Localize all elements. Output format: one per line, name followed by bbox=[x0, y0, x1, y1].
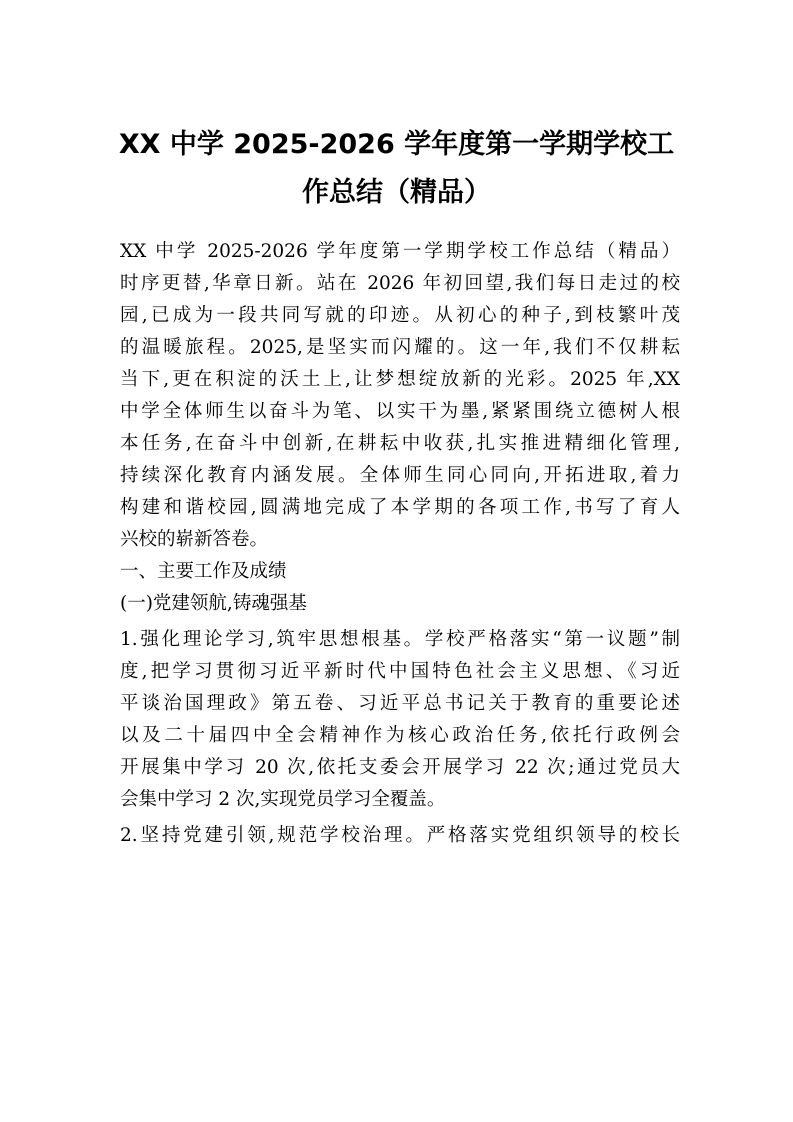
body-line: 2.坚持党建引领,规范学校治理。严格落实党组织领导的校长 bbox=[120, 825, 680, 846]
body-line: 园,已成为一段共同写就的印迹。从初心的种子,到枝繁叶茂 bbox=[120, 305, 680, 326]
body-line: 1.强化理论学习,筑牢思想根基。学校严格落实“第一议题”制 bbox=[120, 629, 680, 650]
body-line: 一、主要工作及成绩 bbox=[120, 561, 287, 582]
body-line: 当下,更在积淀的沃土上,让梦想绽放新的光彩。2025 年,XX bbox=[120, 369, 680, 390]
body-line: 开展集中学习 20 次,依托支委会开展学习 22 次;通过党员大 bbox=[120, 757, 680, 778]
body-line: 构建和谐校园,圆满地完成了本学期的各项工作,书写了育人 bbox=[120, 497, 680, 518]
body-line: 以及二十届四中全会精神作为核心政治任务,依托行政例会 bbox=[120, 725, 680, 746]
body-line: 本任务,在奋斗中创新,在耕耘中收获,扎实推进精细化管理, bbox=[120, 433, 680, 454]
document-title-line-2: 作总结（精品） bbox=[302, 177, 491, 208]
body-line: 会集中学习 2 次,实现党员学习全覆盖。 bbox=[120, 789, 446, 810]
body-line: 中学全体师生以奋斗为笔、以实干为墨,紧紧围绕立德树人根 bbox=[120, 401, 680, 422]
body-line: 持续深化教育内涵发展。全体师生同心同向,开拓进取,着力 bbox=[120, 465, 680, 486]
document-body bbox=[120, 236, 680, 852]
body-line: 时序更替,华章日新。站在 2026 年初回望,我们每日走过的校 bbox=[120, 273, 680, 294]
body-line: 兴校的崭新答卷。 bbox=[120, 529, 269, 550]
document-title-line-1: XX 中学 2025-2026 学年度第一学期学校工 bbox=[118, 129, 675, 160]
body-line: XX 中学 2025-2026 学年度第一学期学校工作总结（精品） bbox=[120, 241, 680, 262]
body-line: (一)党建领航,铸魂强基 bbox=[120, 593, 307, 614]
body-line: 平谈治国理政》第五卷、习近平总书记关于教育的重要论述 bbox=[120, 693, 680, 714]
body-line: 的温暖旅程。2025,是坚实而闪耀的。这一年,我们不仅耕耘 bbox=[120, 337, 680, 358]
body-line: 度,把学习贯彻习近平新时代中国特色社会主义思想、《习近 bbox=[120, 661, 680, 682]
